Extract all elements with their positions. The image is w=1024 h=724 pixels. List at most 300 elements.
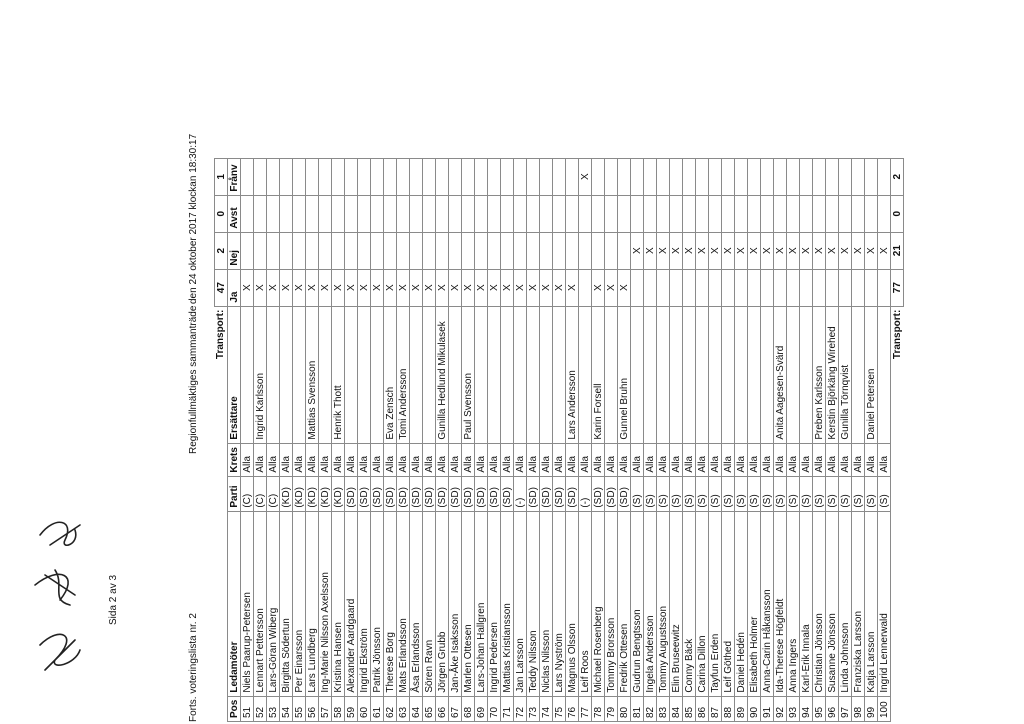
row-vote-ja xyxy=(826,269,839,306)
row-name: Teddy Nilsson xyxy=(527,511,540,696)
row-vote-ja xyxy=(657,269,670,306)
row-vote-ja: X xyxy=(410,269,423,306)
row-vote-avst xyxy=(410,195,423,232)
row-name: Mattias Kristiansson xyxy=(501,511,514,696)
row-name: Jörgen Grubb xyxy=(436,511,449,696)
row-krets: Alla xyxy=(878,443,891,476)
row-pos: 59 xyxy=(345,696,358,721)
transport-top-ja: 47 xyxy=(215,269,228,306)
row-pos: 54 xyxy=(280,696,293,721)
row-vote-avst xyxy=(527,195,540,232)
table-row xyxy=(462,158,475,721)
row-vote-ja: X xyxy=(605,269,618,306)
row-vote-nej xyxy=(293,232,306,269)
row-ersattare xyxy=(540,306,553,443)
row-name: Lars Nyström xyxy=(553,511,566,696)
row-pos: 64 xyxy=(410,696,423,721)
row-vote-ja xyxy=(865,269,878,306)
row-pos: 55 xyxy=(293,696,306,721)
row-vote-ja: X xyxy=(488,269,501,306)
table-row xyxy=(761,158,774,721)
row-krets: Alla xyxy=(761,443,774,476)
row-vote-ja: X xyxy=(527,269,540,306)
row-pos: 66 xyxy=(436,696,449,721)
row-vote-nej xyxy=(540,232,553,269)
row-vote-avst xyxy=(709,195,722,232)
row-vote-avst xyxy=(761,195,774,232)
row-parti: (-) xyxy=(579,476,592,511)
row-parti: (S) xyxy=(709,476,722,511)
row-vote-franv xyxy=(332,158,345,195)
row-vote-ja: X xyxy=(540,269,553,306)
row-name: Alexander Aardgaard xyxy=(345,511,358,696)
row-vote-nej: X xyxy=(631,232,644,269)
row-vote-franv xyxy=(826,158,839,195)
row-parti: (S) xyxy=(787,476,800,511)
row-ersattare xyxy=(683,306,696,443)
row-parti: (S) xyxy=(839,476,852,511)
rotated-content xyxy=(180,128,903,724)
row-vote-nej: X xyxy=(735,232,748,269)
row-vote-franv xyxy=(514,158,527,195)
row-name: Gudrun Bengtsson xyxy=(631,511,644,696)
row-krets: Alla xyxy=(748,443,761,476)
row-pos: 74 xyxy=(540,696,553,721)
row-krets: Alla xyxy=(592,443,605,476)
row-ersattare xyxy=(670,306,683,443)
row-pos: 57 xyxy=(319,696,332,721)
row-krets: Alla xyxy=(722,443,735,476)
table-row xyxy=(592,158,605,721)
row-vote-nej: X xyxy=(722,232,735,269)
row-pos: 98 xyxy=(852,696,865,721)
row-parti: (SD) xyxy=(501,476,514,511)
row-pos: 88 xyxy=(722,696,735,721)
row-vote-franv xyxy=(462,158,475,195)
row-krets: Alla xyxy=(566,443,579,476)
row-krets: Alla xyxy=(267,443,280,476)
row-name: Christian Jönsson xyxy=(813,511,826,696)
row-parti: (KD) xyxy=(332,476,345,511)
table-row xyxy=(358,158,371,721)
row-pos: 69 xyxy=(475,696,488,721)
row-vote-ja: X xyxy=(384,269,397,306)
row-vote-avst xyxy=(449,195,462,232)
row-krets: Alla xyxy=(241,443,254,476)
row-vote-nej xyxy=(592,232,605,269)
row-parti: (SD) xyxy=(436,476,449,511)
row-name: Åsa Erlandsson xyxy=(410,511,423,696)
row-name: Fredrik Ottesen xyxy=(618,511,631,696)
row-pos: 61 xyxy=(371,696,384,721)
row-krets: Alla xyxy=(358,443,371,476)
row-pos: 77 xyxy=(579,696,592,721)
row-parti: (SD) xyxy=(488,476,501,511)
row-vote-ja: X xyxy=(280,269,293,306)
row-vote-franv xyxy=(865,158,878,195)
row-name: Elin Bruseewitz xyxy=(670,511,683,696)
row-parti: (C) xyxy=(241,476,254,511)
row-vote-avst xyxy=(475,195,488,232)
row-krets: Alla xyxy=(527,443,540,476)
row-vote-ja xyxy=(852,269,865,306)
row-parti: (S) xyxy=(852,476,865,511)
row-pos: 56 xyxy=(306,696,319,721)
row-parti: (C) xyxy=(254,476,267,511)
row-vote-franv xyxy=(631,158,644,195)
table-row xyxy=(280,158,293,721)
row-pos: 91 xyxy=(761,696,774,721)
row-ersattare xyxy=(553,306,566,443)
row-krets: Alla xyxy=(436,443,449,476)
row-ersattare: Karin Forsell xyxy=(592,306,605,443)
row-krets: Alla xyxy=(774,443,787,476)
row-pos: 79 xyxy=(605,696,618,721)
header-right: den 24 oktober 2017 klockan 18:30:17 xyxy=(188,133,199,304)
row-pos: 83 xyxy=(657,696,670,721)
row-parti: (S) xyxy=(722,476,735,511)
row-vote-avst xyxy=(605,195,618,232)
table-row xyxy=(436,158,449,721)
table-row xyxy=(514,158,527,721)
row-vote-nej xyxy=(410,232,423,269)
col-nej: Nej xyxy=(228,232,241,269)
row-pos: 84 xyxy=(670,696,683,721)
transport-bottom-row xyxy=(891,158,904,721)
row-ersattare xyxy=(501,306,514,443)
row-vote-avst xyxy=(423,195,436,232)
row-vote-nej: X xyxy=(852,232,865,269)
row-name: Tommy Brorsson xyxy=(605,511,618,696)
table-row xyxy=(644,158,657,721)
row-krets: Alla xyxy=(280,443,293,476)
table-row xyxy=(410,158,423,721)
row-ersattare xyxy=(410,306,423,443)
row-vote-franv xyxy=(241,158,254,195)
row-name: Kristina Hansen xyxy=(332,511,345,696)
row-krets: Alla xyxy=(800,443,813,476)
table-row xyxy=(722,158,735,721)
row-parti: (SD) xyxy=(527,476,540,511)
row-vote-ja: X xyxy=(319,269,332,306)
row-name: Conny Bäck xyxy=(683,511,696,696)
row-parti: (S) xyxy=(761,476,774,511)
row-vote-nej xyxy=(527,232,540,269)
row-vote-franv xyxy=(800,158,813,195)
row-krets: Alla xyxy=(371,443,384,476)
row-parti: (KD) xyxy=(319,476,332,511)
row-vote-franv xyxy=(540,158,553,195)
row-vote-ja xyxy=(878,269,891,306)
row-vote-ja xyxy=(644,269,657,306)
row-ersattare xyxy=(319,306,332,443)
row-vote-nej xyxy=(488,232,501,269)
row-vote-franv xyxy=(280,158,293,195)
row-vote-franv xyxy=(319,158,332,195)
row-name: Elisabeth Holmer xyxy=(748,511,761,696)
row-vote-avst xyxy=(735,195,748,232)
row-vote-ja: X xyxy=(423,269,436,306)
row-ersattare xyxy=(423,306,436,443)
row-ersattare: Gunilla Törnqvist xyxy=(839,306,852,443)
row-parti: (SD) xyxy=(475,476,488,511)
row-pos: 80 xyxy=(618,696,631,721)
row-vote-franv xyxy=(501,158,514,195)
row-ersattare xyxy=(787,306,800,443)
row-vote-nej: X xyxy=(683,232,696,269)
row-name: Sören Ravn xyxy=(423,511,436,696)
row-pos: 96 xyxy=(826,696,839,721)
col-ja: Ja xyxy=(228,269,241,306)
row-vote-nej: X xyxy=(709,232,722,269)
row-name: Leif Göthed xyxy=(722,511,735,696)
table-row xyxy=(826,158,839,721)
table-row xyxy=(813,158,826,721)
row-vote-franv xyxy=(410,158,423,195)
row-vote-ja: X xyxy=(449,269,462,306)
row-vote-franv xyxy=(878,158,891,195)
row-vote-franv xyxy=(852,158,865,195)
row-name: Ingela Andersson xyxy=(644,511,657,696)
row-vote-ja xyxy=(761,269,774,306)
row-parti: (S) xyxy=(670,476,683,511)
row-vote-ja xyxy=(683,269,696,306)
table-row xyxy=(579,158,592,721)
row-vote-avst xyxy=(865,195,878,232)
row-ersattare xyxy=(527,306,540,443)
row-name: Per Einarsson xyxy=(293,511,306,696)
table-row xyxy=(553,158,566,721)
row-ersattare xyxy=(579,306,592,443)
row-vote-nej xyxy=(332,232,345,269)
table-row xyxy=(566,158,579,721)
header-center: Regionfullmäktiges sammanträde xyxy=(188,305,199,454)
header-left: Forts. voteringslista nr. 2 xyxy=(188,613,199,722)
row-krets: Alla xyxy=(423,443,436,476)
row-vote-avst xyxy=(488,195,501,232)
row-name: Patrik Jönsson xyxy=(371,511,384,696)
row-pos: 51 xyxy=(241,696,254,721)
row-vote-nej: X xyxy=(670,232,683,269)
row-vote-nej xyxy=(358,232,371,269)
row-vote-franv xyxy=(670,158,683,195)
row-parti: (S) xyxy=(748,476,761,511)
row-vote-avst xyxy=(696,195,709,232)
row-vote-ja: X xyxy=(254,269,267,306)
table-row xyxy=(319,158,332,721)
table-row xyxy=(865,158,878,721)
row-pos: 52 xyxy=(254,696,267,721)
row-parti: (S) xyxy=(657,476,670,511)
table-row xyxy=(709,158,722,721)
row-name: Anna Ingers xyxy=(787,511,800,696)
row-vote-nej xyxy=(397,232,410,269)
row-name: Lars-Johan Hallgren xyxy=(475,511,488,696)
table-row xyxy=(293,158,306,721)
row-pos: 97 xyxy=(839,696,852,721)
table-row xyxy=(839,158,852,721)
table-row xyxy=(527,158,540,721)
table-row xyxy=(735,158,748,721)
row-vote-franv xyxy=(423,158,436,195)
row-vote-franv xyxy=(436,158,449,195)
row-ersattare: Paul Svensson xyxy=(462,306,475,443)
row-vote-avst xyxy=(371,195,384,232)
row-vote-nej xyxy=(449,232,462,269)
row-pos: 67 xyxy=(449,696,462,721)
row-name: Tayfun Erden xyxy=(709,511,722,696)
row-ersattare xyxy=(852,306,865,443)
row-vote-avst xyxy=(579,195,592,232)
row-krets: Alla xyxy=(709,443,722,476)
col-pos: Pos xyxy=(228,696,241,721)
row-vote-avst xyxy=(540,195,553,232)
row-vote-franv xyxy=(449,158,462,195)
row-name: Daniel Hedén xyxy=(735,511,748,696)
row-vote-franv xyxy=(644,158,657,195)
row-krets: Alla xyxy=(787,443,800,476)
row-name: Mats Erlandsson xyxy=(397,511,410,696)
row-ersattare: Henrik Thott xyxy=(332,306,345,443)
row-vote-avst xyxy=(683,195,696,232)
row-ersattare xyxy=(761,306,774,443)
row-vote-franv xyxy=(358,158,371,195)
table-row xyxy=(501,158,514,721)
row-vote-franv xyxy=(527,158,540,195)
row-vote-avst xyxy=(644,195,657,232)
table-row xyxy=(475,158,488,721)
transport-bottom-franv: 2 xyxy=(891,158,904,195)
row-vote-ja: X xyxy=(553,269,566,306)
row-vote-franv xyxy=(293,158,306,195)
row-vote-nej: X xyxy=(800,232,813,269)
row-pos: 87 xyxy=(709,696,722,721)
row-vote-franv xyxy=(722,158,735,195)
row-ersattare xyxy=(280,306,293,443)
row-pos: 68 xyxy=(462,696,475,721)
row-vote-nej: X xyxy=(761,232,774,269)
col-franv: Frånv xyxy=(228,158,241,195)
row-vote-avst xyxy=(306,195,319,232)
row-name: Katja Larsson xyxy=(865,511,878,696)
table-row xyxy=(878,158,891,721)
row-vote-nej: X xyxy=(878,232,891,269)
row-krets: Alla xyxy=(397,443,410,476)
table-row xyxy=(423,158,436,721)
row-ersattare: Gunilla Hedlund Mikulasek xyxy=(436,306,449,443)
row-name: Ida-Therese Högfeldt xyxy=(774,511,787,696)
row-vote-nej: X xyxy=(696,232,709,269)
row-vote-franv xyxy=(839,158,852,195)
row-vote-ja: X xyxy=(514,269,527,306)
row-parti: (SD) xyxy=(358,476,371,511)
transport-bottom-avst: 0 xyxy=(891,195,904,232)
transport-top-row xyxy=(215,158,228,721)
row-parti: (S) xyxy=(813,476,826,511)
row-parti: (S) xyxy=(735,476,748,511)
row-vote-ja xyxy=(696,269,709,306)
row-parti: (SD) xyxy=(449,476,462,511)
row-vote-nej xyxy=(319,232,332,269)
row-vote-avst xyxy=(566,195,579,232)
row-ersattare: Tomi Andersson xyxy=(397,306,410,443)
row-pos: 71 xyxy=(501,696,514,721)
row-name: Leif Roos xyxy=(579,511,592,696)
row-ersattare xyxy=(631,306,644,443)
row-pos: 81 xyxy=(631,696,644,721)
row-vote-nej xyxy=(371,232,384,269)
row-vote-avst xyxy=(852,195,865,232)
row-ersattare: Lars Andersson xyxy=(566,306,579,443)
row-vote-nej xyxy=(579,232,592,269)
row-vote-ja: X xyxy=(267,269,280,306)
row-name: Niels Paarup-Petersen xyxy=(241,511,254,696)
row-vote-avst xyxy=(670,195,683,232)
row-vote-ja xyxy=(579,269,592,306)
row-ersattare xyxy=(748,306,761,443)
row-vote-avst xyxy=(384,195,397,232)
row-parti: (KD) xyxy=(293,476,306,511)
row-vote-ja: X xyxy=(332,269,345,306)
row-vote-nej xyxy=(605,232,618,269)
row-vote-ja: X xyxy=(397,269,410,306)
table-row xyxy=(332,158,345,721)
row-ersattare xyxy=(800,306,813,443)
row-parti: (S) xyxy=(644,476,657,511)
row-parti: (S) xyxy=(696,476,709,511)
row-vote-avst xyxy=(592,195,605,232)
row-ersattare: Ingrid Karlsson xyxy=(254,306,267,443)
row-vote-avst xyxy=(345,195,358,232)
row-vote-ja xyxy=(722,269,735,306)
row-name: Jan-Åke Isaksson xyxy=(449,511,462,696)
row-vote-nej: X xyxy=(813,232,826,269)
table-row xyxy=(618,158,631,721)
row-vote-franv xyxy=(657,158,670,195)
row-ersattare xyxy=(345,306,358,443)
row-vote-ja xyxy=(787,269,800,306)
document-page xyxy=(180,0,903,724)
row-vote-nej xyxy=(254,232,267,269)
row-vote-nej xyxy=(501,232,514,269)
row-krets: Alla xyxy=(488,443,501,476)
row-vote-nej xyxy=(423,232,436,269)
page-number: Sida 2 av 3 xyxy=(108,574,119,625)
row-ersattare xyxy=(696,306,709,443)
row-parti: (SD) xyxy=(566,476,579,511)
transport-bottom-ja: 77 xyxy=(891,269,904,306)
row-vote-nej xyxy=(267,232,280,269)
row-parti: (SD) xyxy=(410,476,423,511)
row-ersattare xyxy=(241,306,254,443)
row-pos: 72 xyxy=(514,696,527,721)
col-avst: Avst xyxy=(228,195,241,232)
table-row xyxy=(696,158,709,721)
row-vote-avst xyxy=(839,195,852,232)
row-vote-ja xyxy=(735,269,748,306)
row-name: Magnus Olsson xyxy=(566,511,579,696)
row-name: Birgitta Södertun xyxy=(280,511,293,696)
row-name: Michael Rosenberg xyxy=(592,511,605,696)
table-row xyxy=(540,158,553,721)
row-vote-nej xyxy=(384,232,397,269)
row-vote-avst xyxy=(254,195,267,232)
row-krets: Alla xyxy=(254,443,267,476)
row-vote-nej xyxy=(618,232,631,269)
row-pos: 94 xyxy=(800,696,813,721)
row-vote-ja: X xyxy=(566,269,579,306)
row-parti: (SD) xyxy=(384,476,397,511)
